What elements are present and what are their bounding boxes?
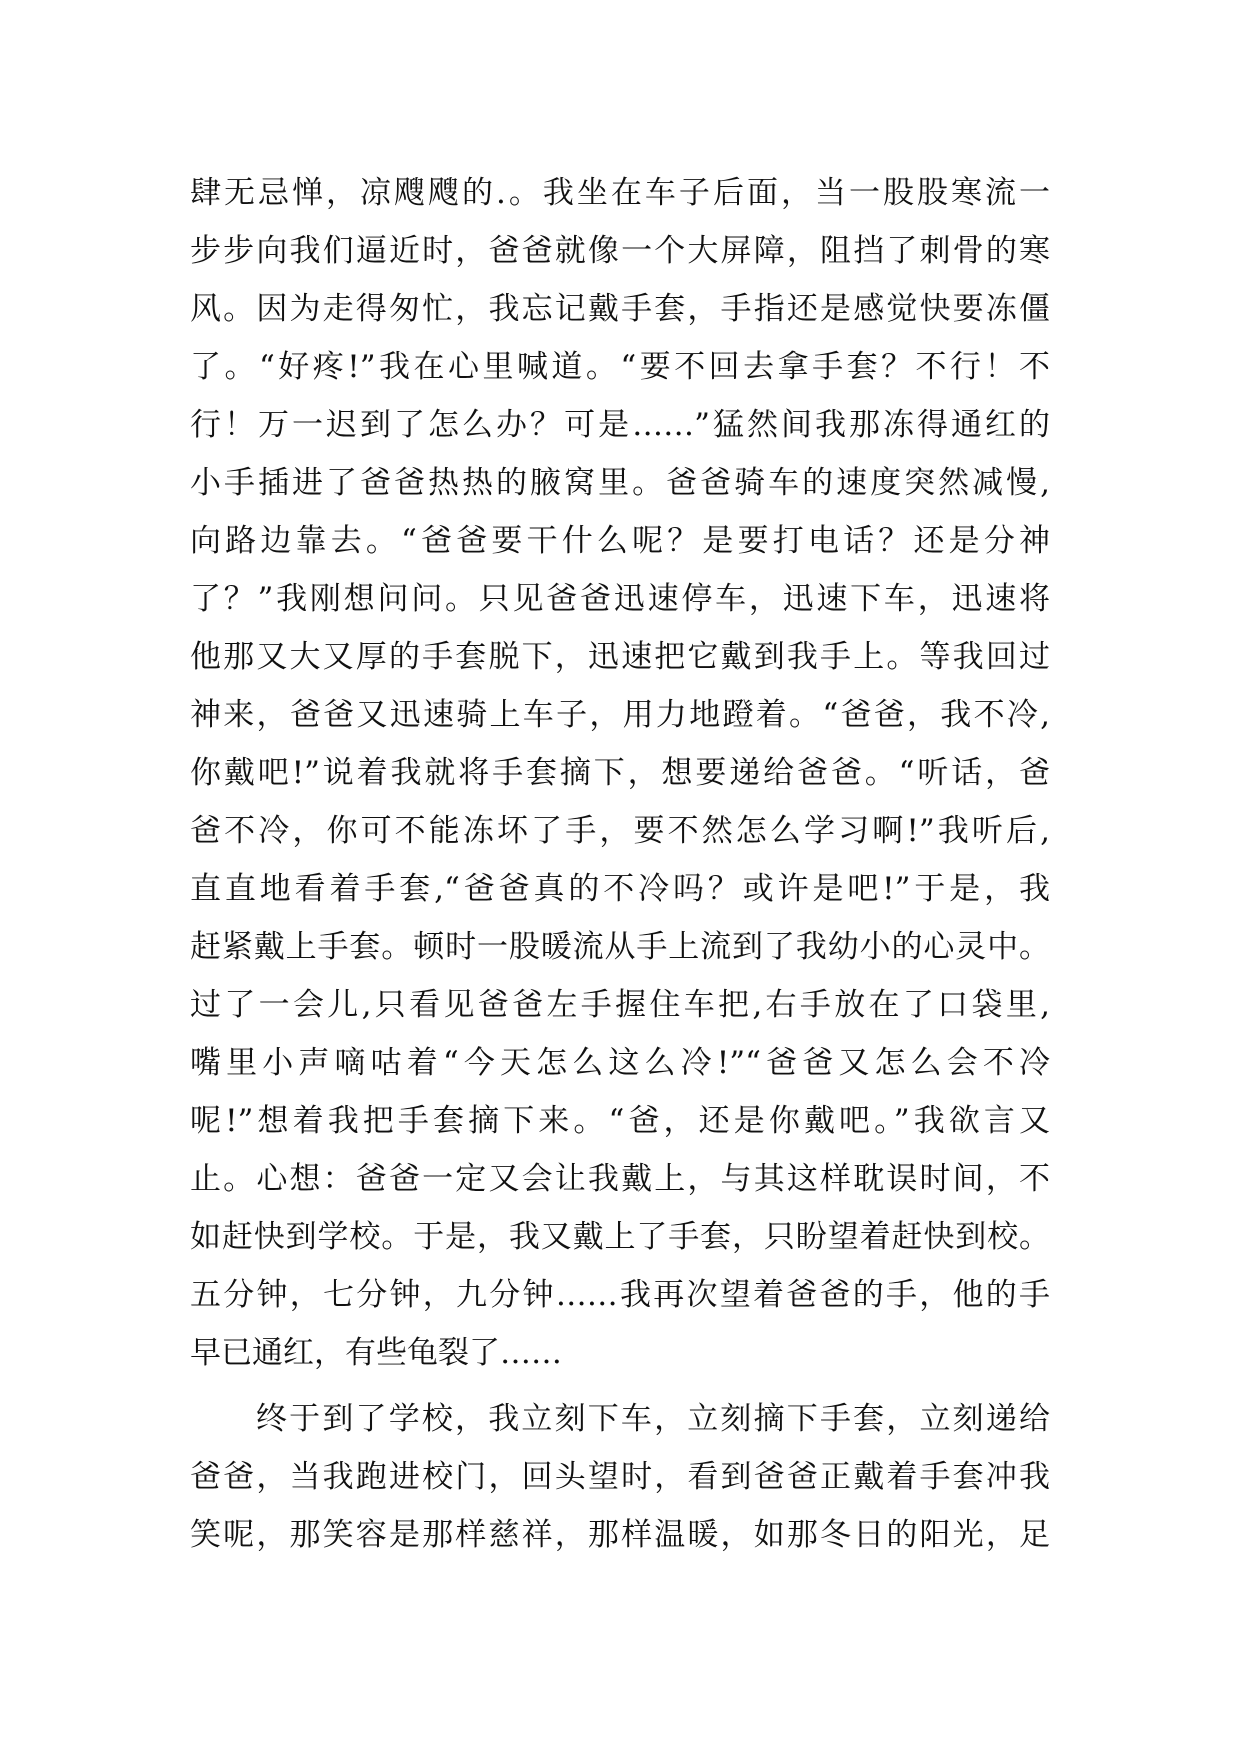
text-line: 笑呢，那笑容是那样慈祥，那样温暖，如那冬日的阳光，足 — [190, 1517, 1050, 1553]
text-line: 他那又大又厚的手套脱下，迅速把它戴到我手上。等我回过 — [190, 639, 1050, 675]
text-line: 小手插进了爸爸热热的腋窝里。爸爸骑车的速度突然减慢, — [190, 465, 1050, 501]
paragraph-1 — [190, 164, 1050, 1382]
text-line: 爸爸，当我跑进校门，回头望时，看到爸爸正戴着手套冲我 — [190, 1459, 1050, 1495]
text-line: 呢!”想着我把手套摘下来。“爸，还是你戴吧。”我欲言又 — [190, 1103, 1050, 1139]
text-line: 直直地看着手套,“爸爸真的不冷吗？或许是吧!”于是，我 — [190, 871, 1050, 907]
text-line: 爸不冷，你可不能冻坏了手，要不然怎么学习啊!”我听后, — [190, 813, 1050, 849]
text-line: 神来，爸爸又迅速骑上车子，用力地蹬着。“爸爸，我不冷, — [190, 697, 1050, 733]
text-line: 如赶快到学校。于是，我又戴上了手套，只盼望着赶快到校。 — [190, 1219, 1050, 1255]
text-line: 早已通红，有些龟裂了…… — [190, 1335, 562, 1371]
text-line: 终于到了学校，我立刻下车，立刻摘下手套，立刻递给 — [256, 1401, 1050, 1437]
text-line: 肆无忌惮，凉飕飕的.。我坐在车子后面，当一股股寒流一 — [190, 175, 1050, 211]
text-line: 过了一会儿,只看见爸爸左手握住车把,右手放在了口袋里, — [190, 987, 1050, 1023]
text-line: 嘴里小声嘀咕着“今天怎么这么冷!”“爸爸又怎么会不冷 — [190, 1045, 1050, 1081]
text-line: 行！万一迟到了怎么办？可是……”猛然间我那冻得通红的 — [190, 407, 1050, 443]
text-line: 五分钟，七分钟，九分钟……我再次望着爸爸的手，他的手 — [190, 1277, 1050, 1313]
text-line: 了？”我刚想问问。只见爸爸迅速停车，迅速下车，迅速将 — [190, 581, 1050, 617]
text-line: 风。因为走得匆忙，我忘记戴手套，手指还是感觉快要冻僵 — [190, 291, 1050, 327]
text-line: 步步向我们逼近时，爸爸就像一个大屏障，阻挡了刺骨的寒 — [190, 233, 1050, 269]
text-line: 向路边靠去。“爸爸要干什么呢？是要打电话？还是分神 — [190, 523, 1050, 559]
text-line: 了。“好疼!”我在心里喊道。“要不回去拿手套？不行！不 — [190, 349, 1050, 385]
text-line: 你戴吧!”说着我就将手套摘下，想要递给爸爸。“听话，爸 — [190, 755, 1050, 791]
paragraph-2 — [190, 1390, 1050, 1564]
text-line: 止。心想：爸爸一定又会让我戴上，与其这样耽误时间，不 — [190, 1161, 1050, 1197]
text-line: 赶紧戴上手套。顿时一股暖流从手上流到了我幼小的心灵中。 — [190, 929, 1050, 965]
